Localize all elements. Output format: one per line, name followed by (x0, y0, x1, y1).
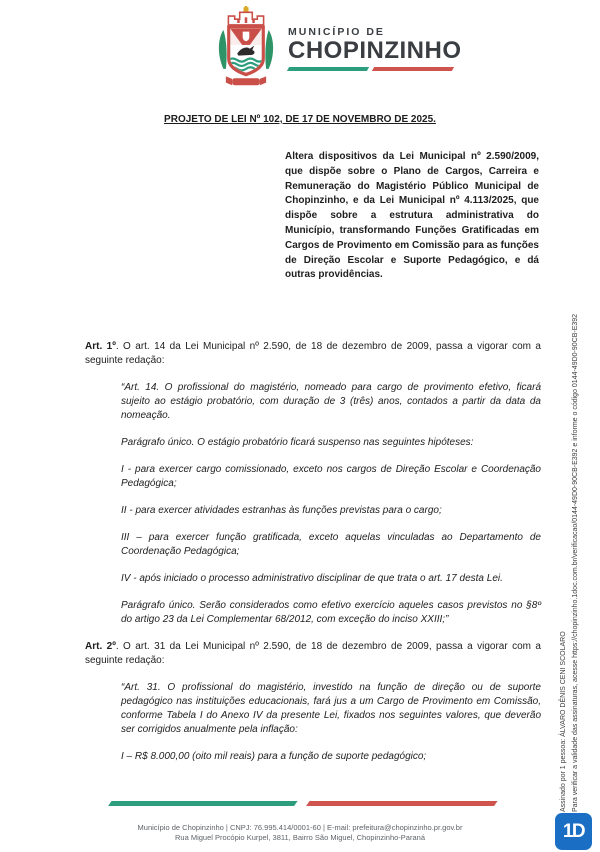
quote-paragraph: II - para exercer atividades estranhas às funções previstas para o cargo; (121, 505, 442, 516)
article-1-quote-block (121, 381, 541, 627)
municipality-logo (214, 6, 462, 94)
quote-paragraph: IV - após iniciado o processo administrativo disciplinar de que trata o art. 17 desta Lei. (121, 573, 503, 584)
quote-paragraph: III – para exercer função gratificada, exceto aquelas vinculadas ao Departamento de Coordenação Pedagógica; (121, 532, 541, 557)
logo-stripe-red (371, 67, 453, 71)
article-1-caput (85, 340, 541, 368)
document-title: PROJETO DE LEI Nº 102, DE 17 DE NOVEMBRO DE 2025. (164, 114, 436, 125)
coat-of-arms-icon (214, 6, 278, 94)
quote-paragraph: Parágrafo único. Serão considerados como efetivo exercício aqueles casos previstos no §8º do artigo 23 da Lei Complementar 68/2012, com exceção do inciso XXIII;” (121, 600, 541, 625)
onedoc-logo-icon (555, 813, 592, 850)
article-1-intro: . O art. 14 da Lei Municipal nº 2.590, de 18 de dezembro de 2009, passa a vigorar com a seguinte redação: (85, 341, 541, 366)
footer-stripe-green (108, 801, 297, 806)
logo-stripe-green (287, 67, 369, 71)
footer-address-line: Rua Miguel Procópio Kurpel, 3811, Bairro São Miguel, Chopinzinho-Paraná (174, 833, 425, 842)
signature-signed-by-text: Assinado por 1 pessoa: ÁLVARO DÊNIS CENI SCOLARO (560, 631, 567, 812)
quote-paragraph: Parágrafo único. O estágio probatório ficará suspenso nas seguintes hipóteses: (121, 437, 474, 448)
article-2-caput (85, 640, 541, 668)
article-1-label: Art. 1º (85, 341, 116, 352)
wordmark (288, 26, 462, 71)
document-body (85, 340, 541, 777)
article-2-quote-block (121, 681, 541, 764)
article-2-intro: . O art. 31 da Lei Municipal nº 2.590, de 18 de dezembro de 2009, passa a vigorar com a seguinte redação: (85, 641, 541, 666)
ementa-summary: Altera dispositivos da Lei Municipal nº 2.590/2009, que dispõe sobre o Plano de Cargos, Carreira e Remuneração do Magistério Público Municipal de Chopinzinho, e da Lei Municipal nº 4.113/2025, que dispõe sobre a estrutura administrativa do Município, transformando Funções Gratificadas em Cargos de Provimento em Comissão para as funções de Direção Escolar e Suporte Pedagógico, e dá outras providências. (285, 151, 539, 281)
quote-paragraph: I – R$ 8.000,00 (oito mil reais) para a função de suporte pedagógico; (121, 751, 427, 762)
quote-paragraph: “Art. 14. O profissional do magistério, nomeado para cargo de provimento efetivo, ficará sujeito ao estágio probatório, com duração de 3 (três) anos, contados a partir da data da nomeação. (121, 382, 541, 421)
municipality-name: CHOPINZINHO (288, 37, 462, 64)
quote-paragraph: “Art. 31. O profissional do magistério, investido na função de direção ou de suporte pedagógico nas instituições educacionais, fará jus a um Cargo de Provimento em Comissão, conforme Tabela I do Anexo IV da presente Lei, fixados nos seguintes valores, que deverão ser corrigidos anualmente pela inflação: (121, 682, 541, 735)
footer-contact-line: Município de Chopinzinho | CNPJ: 76.995.414/0001-60 | E-mail: prefeitura@chopinzinho.pr.gov.br (137, 823, 463, 832)
footer-stripe-red (306, 801, 497, 806)
signature-verification-text: Para verificar a validade das assinaturas, acesse https://chopinzinho.1doc.com.br/verificacao/0144-49D0-90CB-E392 e informe o código 0144-49D0-90CB-E392 (572, 313, 579, 812)
onedoc-logo-text: 1D (562, 820, 585, 842)
article-2-label: Art. 2º (85, 641, 116, 652)
municipality-small-label: MUNICÍPIO DE (288, 26, 385, 38)
quote-paragraph: I - para exercer cargo comissionado, exceto nos cargos de Direção Escolar e Coordenação Pedagógica; (121, 464, 541, 489)
logo-stripe (288, 67, 452, 71)
page-footer (0, 820, 600, 843)
